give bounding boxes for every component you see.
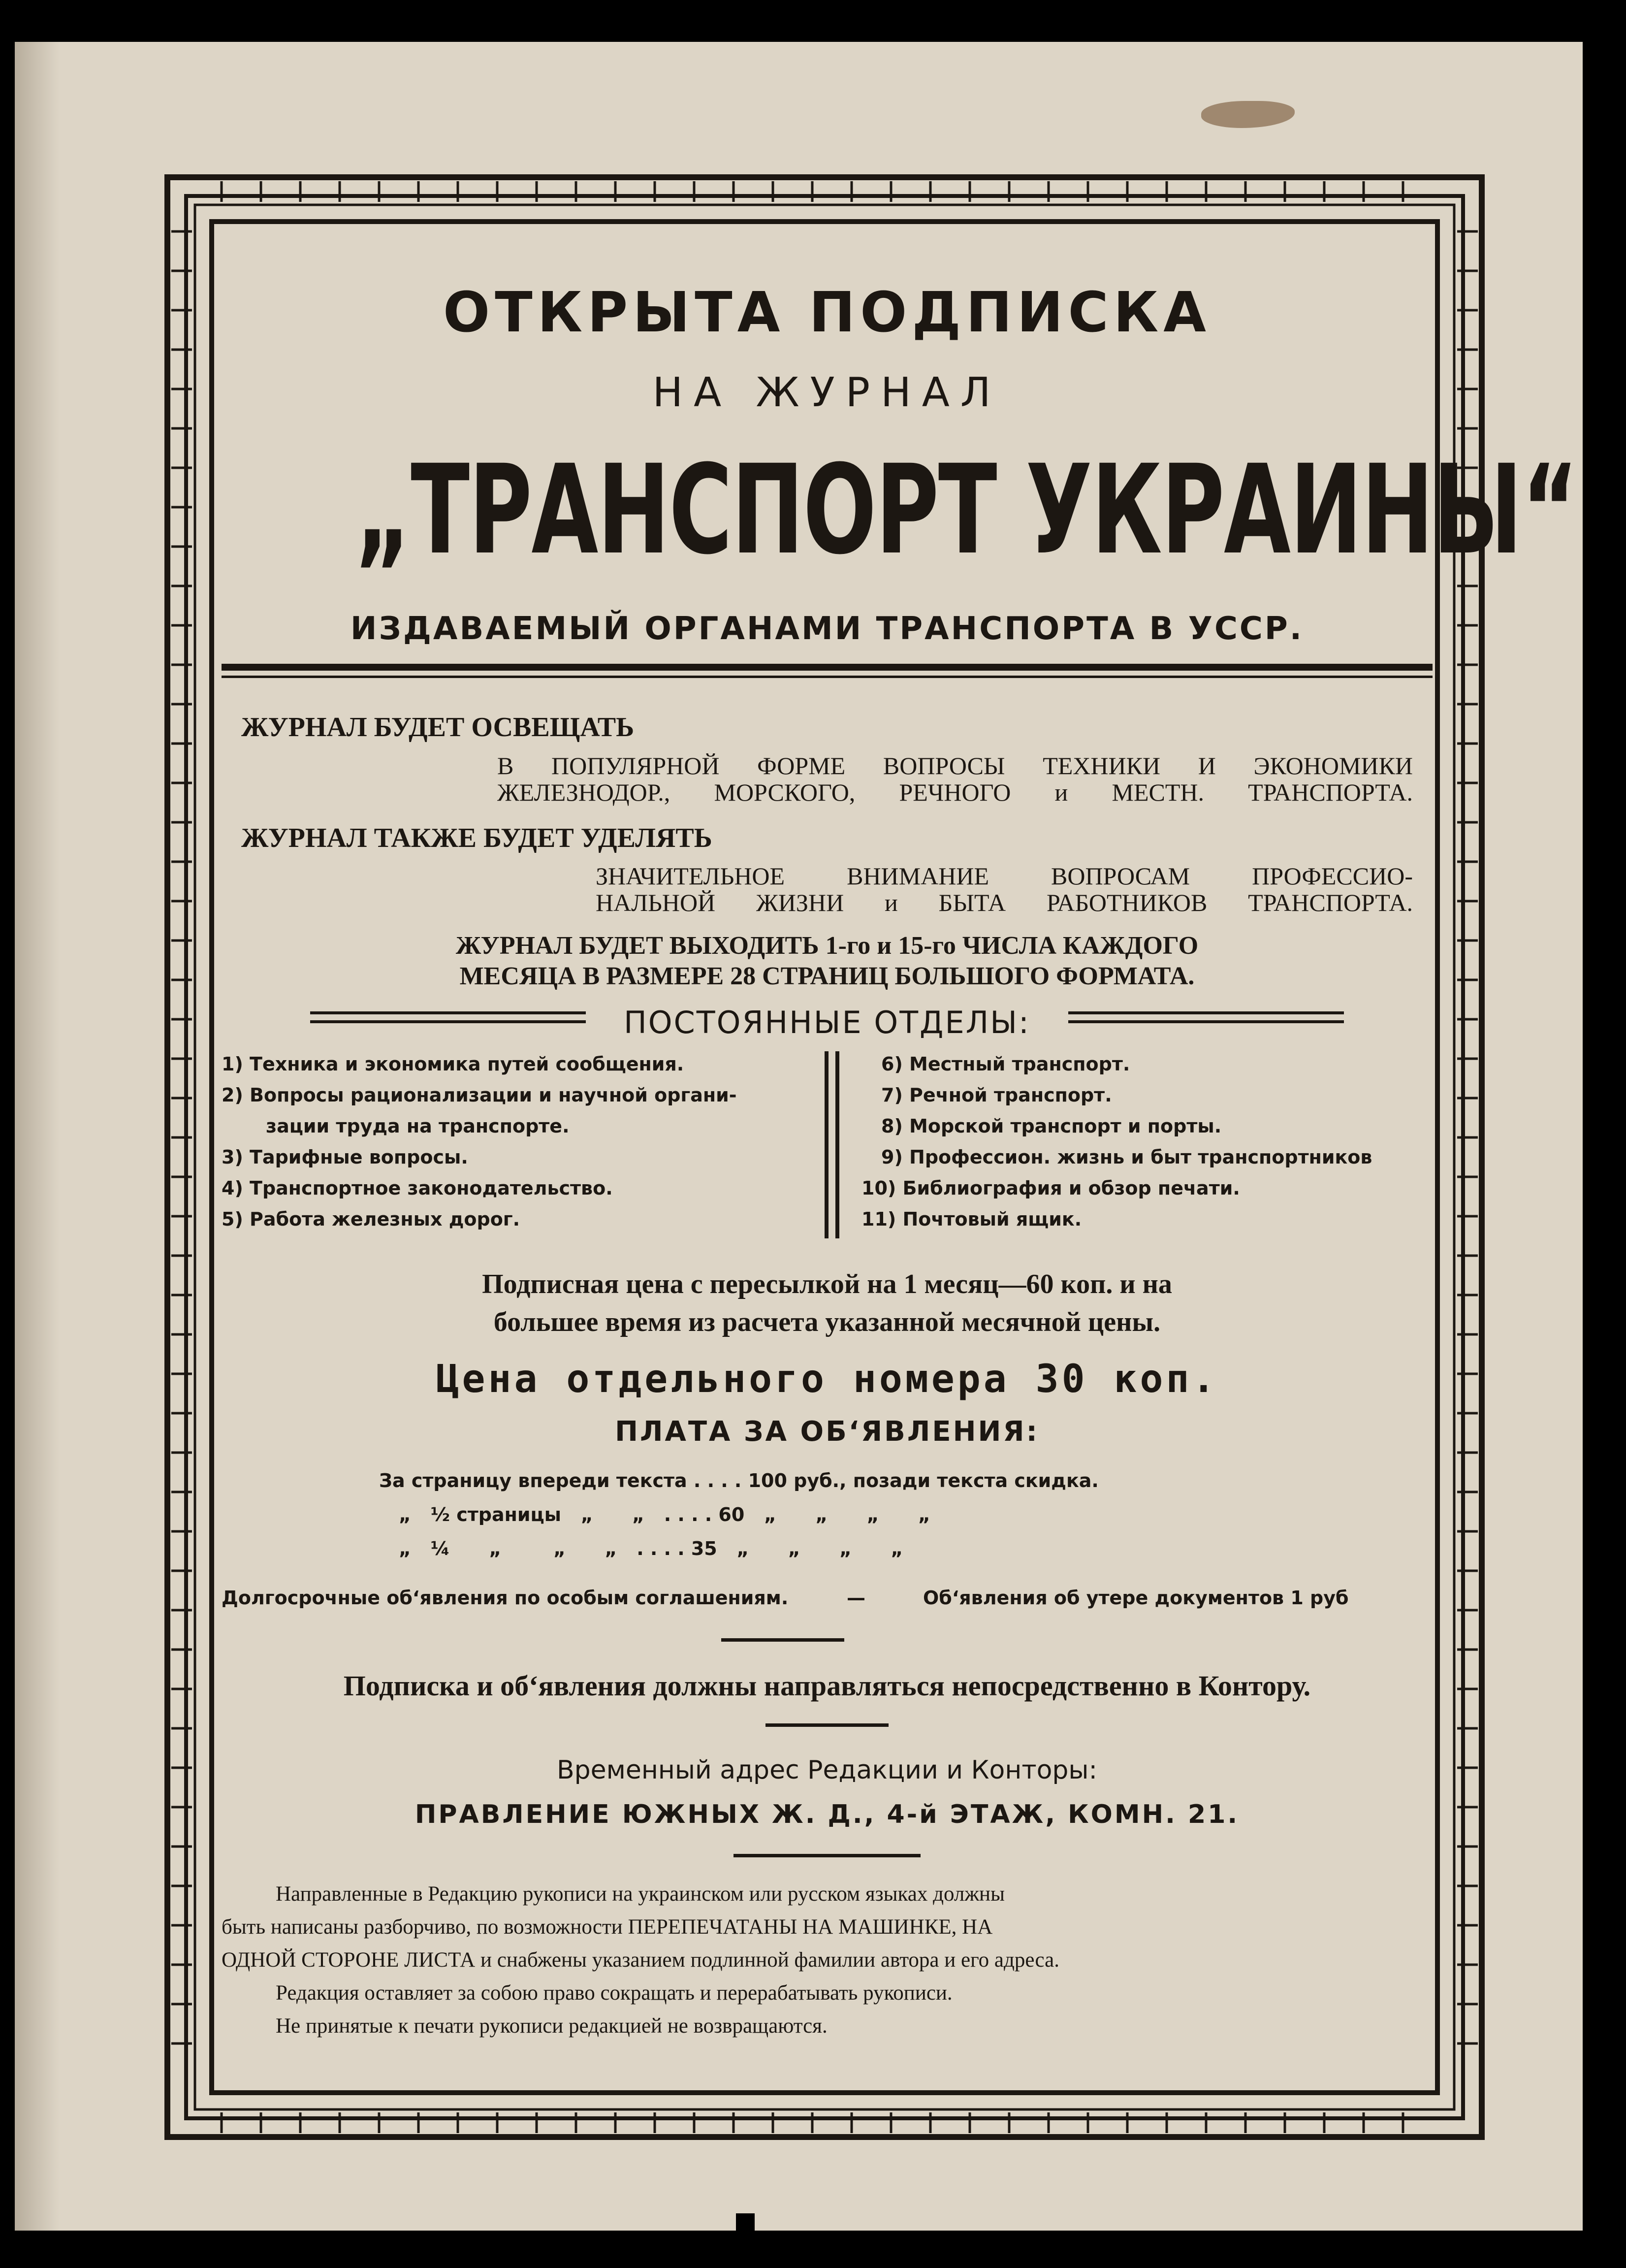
subheadline: НА ЖУРНАЛ <box>652 369 1002 416</box>
short-rule-2 <box>765 1723 889 1727</box>
manuscripts-line-2: быть написаны разборчиво, по возможности ПЕРЕПЕЧАТАНЫ НА МАШИНКЕ, НА <box>222 1915 993 1939</box>
short-rule <box>721 1638 844 1642</box>
department-item: 5) Работа железных дорог. <box>222 1208 520 1230</box>
scan-marker <box>736 2213 755 2233</box>
address-value: ПРАВЛЕНИЕ ЮЖНЫХ Ж. Д., 4-й ЭТАЖ, КОМН. 21. <box>414 1800 1240 1829</box>
ads-heading: ПЛАТА ЗА ОБ‘ЯВЛЕНИЯ: <box>615 1416 1039 1448</box>
department-item: 7) Речной транспорт. <box>881 1084 1112 1106</box>
short-rule-3 <box>733 1854 921 1857</box>
department-item: 9) Профессион. жизнь и быт транспортников <box>881 1146 1372 1168</box>
paper-tear <box>1201 101 1295 128</box>
intro-lead-2: ЖУРНАЛ ТАКЖЕ БУДЕТ УДЕЛЯТЬ <box>241 823 712 853</box>
headline: ОТКРЫТА ПОДПИСКА <box>443 281 1211 345</box>
intro-body-1-line-1: В ПОПУЛЯРНОЙ ФОРМЕ ВОПРОСЫ ТЕХНИКИ И ЭКОНОМИКИ <box>497 752 1413 779</box>
intro-body-1-line-2: ЖЕЛЕЗНОДОР., МОРСКОГО, РЕЧНОГО и МЕСТН. ТРАНСПОРТА. <box>497 778 1413 806</box>
page-paper <box>15 42 1583 2231</box>
department-item: зации труда на транспорте. <box>266 1115 570 1137</box>
intro-body-2-line-2: НАЛЬНОЙ ЖИЗНИ и БЫТА РАБОТНИКОВ ТРАНСПОРТА. <box>596 889 1413 916</box>
department-item: 6) Местный транспорт. <box>881 1053 1130 1075</box>
divider-rule <box>222 664 1433 671</box>
intro-lead-1: ЖУРНАЛ БУДЕТ ОСВЕЩАТЬ <box>241 712 635 743</box>
column-divider-2 <box>835 1051 839 1238</box>
ad-lost-documents: Об‘явления об утере документов 1 руб <box>923 1587 1349 1609</box>
column-divider <box>825 1051 829 1238</box>
subscription-price-line-1: Подписная цена с пересылкой на 1 месяц—60 коп. и на <box>482 1269 1172 1299</box>
intro-body-2-line-1: ЗНАЧИТЕЛЬНОЕ ВНИМАНИЕ ВОПРОСАМ ПРОФЕССИО- <box>596 862 1413 890</box>
departments-heading: ПОСТОЯННЫЕ ОТДЕЛЫ: <box>624 1004 1030 1040</box>
ad-long-term-note: Долгосрочные об‘явления по особым соглашениям. <box>222 1587 789 1609</box>
single-issue-price: Цена отдельного номера 30 коп. <box>436 1357 1218 1401</box>
manuscripts-line-4: Редакция оставляет за собою право сокращать и перерабатывать рукописи. <box>276 1981 953 2005</box>
department-item: 4) Транспортное законодательство. <box>222 1177 613 1199</box>
submission-note: Подписка и об‘явления должны направляться непосредственно в Контору. <box>343 1670 1311 1702</box>
schedule-line-1: ЖУРНАЛ БУДЕТ ВЫХОДИТЬ 1-го и 15-го ЧИСЛА КАЖДОГО <box>455 932 1199 960</box>
ad-rate-row-2: „ ½ страницы „ „ . . . . 60 „ „ „ „ <box>399 1504 930 1525</box>
ad-rate-row-3: „ ¼ „ „ „ . . . . 35 „ „ „ „ <box>399 1538 903 1559</box>
department-item: 11) Почтовый ящик. <box>861 1208 1082 1230</box>
departments-right-column <box>861 1049 1433 1235</box>
subscription-price-line-2: большее время из расчета указанной месячной цены. <box>493 1307 1161 1337</box>
section-rule-right-2 <box>1068 1020 1344 1023</box>
schedule-line-2: МЕСЯЦА В РАЗМЕРЕ 28 СТРАНИЦ БОЛЬШОГО ФОРМАТА. <box>459 962 1195 990</box>
magazine-title: „ТРАНСПОРТ УКРАИНЫ“ <box>354 438 1578 582</box>
advertisement-content <box>222 236 1578 2088</box>
departments-left-column <box>222 1049 802 1235</box>
address-label: Временный адрес Редакции и Конторы: <box>556 1755 1098 1785</box>
department-item: 1) Техника и экономика путей сообщения. <box>222 1053 684 1075</box>
manuscripts-line-1: Направленные в Редакцию рукописи на украинском или русском языках должны <box>276 1882 1005 1906</box>
divider-rule-thin <box>222 676 1433 678</box>
publisher-line: ИЗДАВАЕМЫЙ ОРГАНАМИ ТРАНСПОРТА В УССР. <box>350 611 1304 647</box>
department-item: 2) Вопросы рационализации и научной органи- <box>222 1084 737 1106</box>
ad-rate-row-1: За страницу впереди текста . . . . 100 руб., позади текста скидка. <box>379 1470 1099 1491</box>
department-item: 8) Морской транспорт и порты. <box>881 1115 1222 1137</box>
ad-dash: — <box>847 1587 865 1609</box>
manuscripts-line-5: Не принятые к печати рукописи редакцией не возвращаются. <box>276 2014 828 2038</box>
department-item: 3) Тарифные вопросы. <box>222 1146 468 1168</box>
manuscripts-line-3: ОДНОЙ СТОРОНЕ ЛИСТА и снабжены указанием подлинной фамилии автора и его адреса. <box>222 1948 1059 1972</box>
department-item: 10) Библиография и обзор печати. <box>861 1177 1240 1199</box>
section-rule-right <box>1068 1011 1344 1014</box>
